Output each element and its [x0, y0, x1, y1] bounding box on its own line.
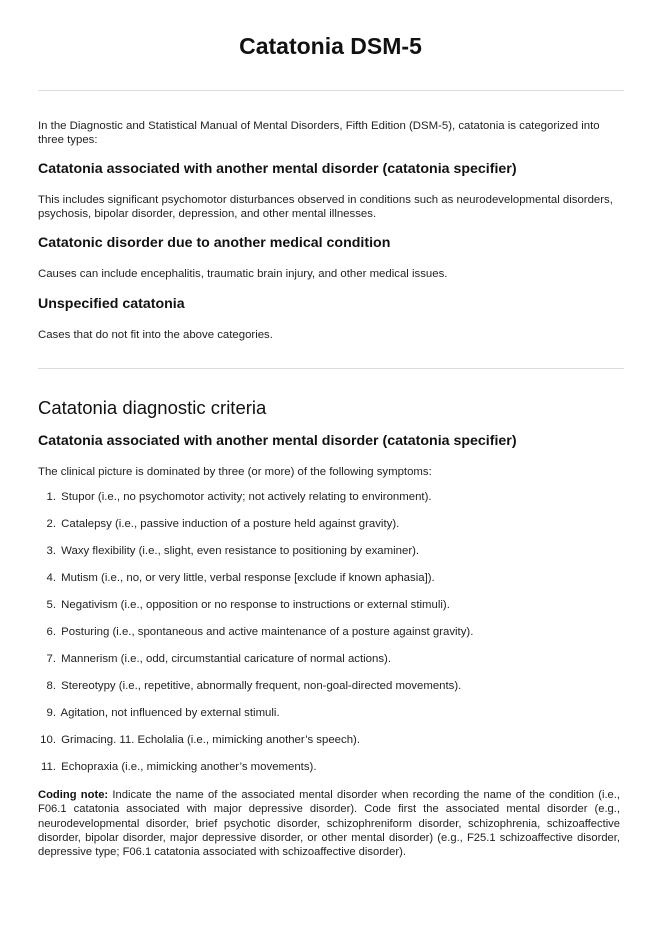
list-text: Agitation, not influenced by external stimuli.: [60, 707, 280, 719]
list-text: Catalepsy (i.e., passive induction of a posture held against gravity).: [61, 518, 400, 530]
list-number: 8.: [46, 680, 56, 692]
list-item: [38, 487, 624, 514]
list-number: 11.: [41, 761, 56, 773]
type-heading-medical: Catatonic disorder due to another medical condition: [38, 235, 391, 251]
list-text: Mutism (i.e., no, or very little, verbal response [exclude if known aphasia]).: [61, 572, 435, 584]
divider: [38, 368, 624, 369]
list-number: 7.: [46, 653, 56, 665]
list-item: [38, 514, 624, 541]
criteria-lead: The clinical picture is dominated by three (or more) of the following symptoms:: [38, 466, 432, 478]
intro-paragraph: In the Diagnostic and Statistical Manual of Mental Disorders, Fifth Edition (DSM-5), catatonia is categorized into three types:: [38, 120, 600, 146]
list-number: 6.: [46, 626, 56, 638]
list-number: 5.: [46, 599, 56, 611]
type-heading-specifier: Catatonia associated with another mental disorder (catatonia specifier): [38, 161, 517, 177]
list-item: [38, 703, 624, 730]
coding-note-label: Coding note:: [38, 789, 109, 801]
list-number: 2.: [46, 518, 56, 530]
list-text: Posturing (i.e., spontaneous and active maintenance of a posture against gravity).: [61, 626, 474, 638]
type-heading-unspecified: Unspecified catatonia: [38, 296, 185, 312]
list-text: Grimacing. 11. Echolalia (i.e., mimicking another’s speech).: [61, 734, 360, 746]
coding-note: [38, 788, 620, 859]
list-item: [38, 730, 624, 757]
list-text: Mannerism (i.e., odd, circumstantial caricature of normal actions).: [61, 653, 391, 665]
list-number: 4.: [46, 572, 56, 584]
criteria-subheading: Catatonia associated with another mental disorder (catatonia specifier): [38, 433, 517, 449]
criteria-heading: Catatonia diagnostic criteria: [38, 397, 267, 418]
list-item: [38, 757, 624, 784]
list-number: 9.: [46, 707, 56, 719]
type-text-unspecified: Cases that do not fit into the above categories.: [38, 329, 273, 341]
list-item: [38, 649, 624, 676]
list-number: 3.: [46, 545, 56, 557]
symptom-list: [38, 487, 624, 784]
list-number: 1.: [46, 491, 56, 503]
list-item: [38, 568, 624, 595]
list-item: [38, 595, 624, 622]
divider: [38, 90, 624, 91]
list-item: [38, 676, 624, 703]
list-text: Waxy flexibility (i.e., slight, even resistance to positioning by examiner).: [61, 545, 420, 557]
list-number: 10.: [40, 734, 56, 746]
list-text: Negativism (i.e., opposition or no response to instructions or external stimuli).: [61, 599, 450, 611]
type-text-specifier: This includes significant psychomotor disturbances observed in conditions such as neurodevelopmental disorders, psychosis, bipolar disorder, depression, and other mental illnesses.: [38, 194, 613, 220]
list-text: Stupor (i.e., no psychomotor activity; not actively relating to environment).: [61, 491, 432, 503]
list-item: [38, 541, 624, 568]
list-item: [38, 622, 624, 649]
page-title: Catatonia DSM-5: [239, 33, 422, 59]
list-text: Stereotypy (i.e., repetitive, abnormally frequent, non-goal-directed movements).: [61, 680, 462, 692]
list-text: Echopraxia (i.e., mimicking another’s movements).: [61, 761, 317, 773]
type-text-medical: Causes can include encephalitis, traumatic brain injury, and other medical issues.: [38, 268, 448, 280]
coding-note-text: Indicate the name of the associated mental disorder when recording the name of the condition (i.e., F06.1 catatonia associated with major depressive disorder). Code first the associated mental disorder (e.g., neurodevelopmental disorder, brief psychotic disorder, schizophreniform disorder, schizophrenia, schizoaffective disorder, bipolar disorder, major depressive disorder, or other mental disorder) (e.g., F25.1 schizoaffective disorder, depressive type; F06.1 catatonia associated with schizoaffective disorder).: [38, 789, 620, 859]
